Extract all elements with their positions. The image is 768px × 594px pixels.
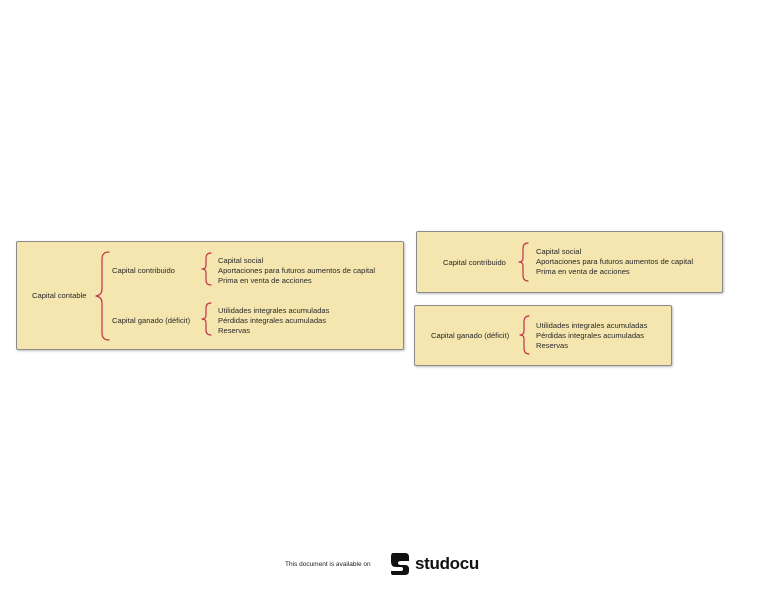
diagram-contribuido-panel	[416, 231, 723, 293]
diagram-full-panel	[16, 241, 404, 350]
studocu-brand[interactable]: studocu	[415, 554, 480, 573]
list-item: Pérdidas integrales acumuladas	[536, 331, 645, 340]
list-item: Prima en venta de acciones	[218, 276, 312, 285]
list-item: Reservas	[218, 326, 251, 335]
group-label-ganado: Capital ganado (déficit)	[112, 316, 191, 325]
list-item: Reservas	[536, 341, 569, 350]
list-item: Prima en venta de acciones	[536, 267, 630, 276]
list-item: Pérdidas integrales acumuladas	[218, 316, 327, 325]
available-on-text: This document is available on	[285, 561, 371, 568]
ganado-brace	[201, 302, 213, 336]
ganado-brace-2	[519, 315, 531, 355]
list-item: Aportaciones para futuros aumentos de capital	[536, 257, 694, 266]
group-label-contribuido: Capital contribuido	[112, 266, 175, 275]
contribuido-brace-2	[518, 242, 530, 282]
root-label: Capital contable	[32, 291, 87, 300]
ganado-label: Capital ganado (déficit)	[431, 331, 510, 340]
list-item: Utilidades integrales acumuladas	[218, 306, 330, 315]
contribuido-label: Capital contribuido	[443, 258, 506, 267]
list-item: Capital social	[218, 256, 264, 265]
list-item: Aportaciones para futuros aumentos de capital	[218, 266, 376, 275]
list-item: Utilidades integrales acumuladas	[536, 321, 648, 330]
studocu-logo-icon[interactable]	[389, 551, 411, 577]
list-item: Capital social	[536, 247, 582, 256]
contribuido-brace	[201, 252, 213, 286]
diagram-ganado-panel	[414, 305, 672, 366]
root-brace	[95, 251, 111, 341]
